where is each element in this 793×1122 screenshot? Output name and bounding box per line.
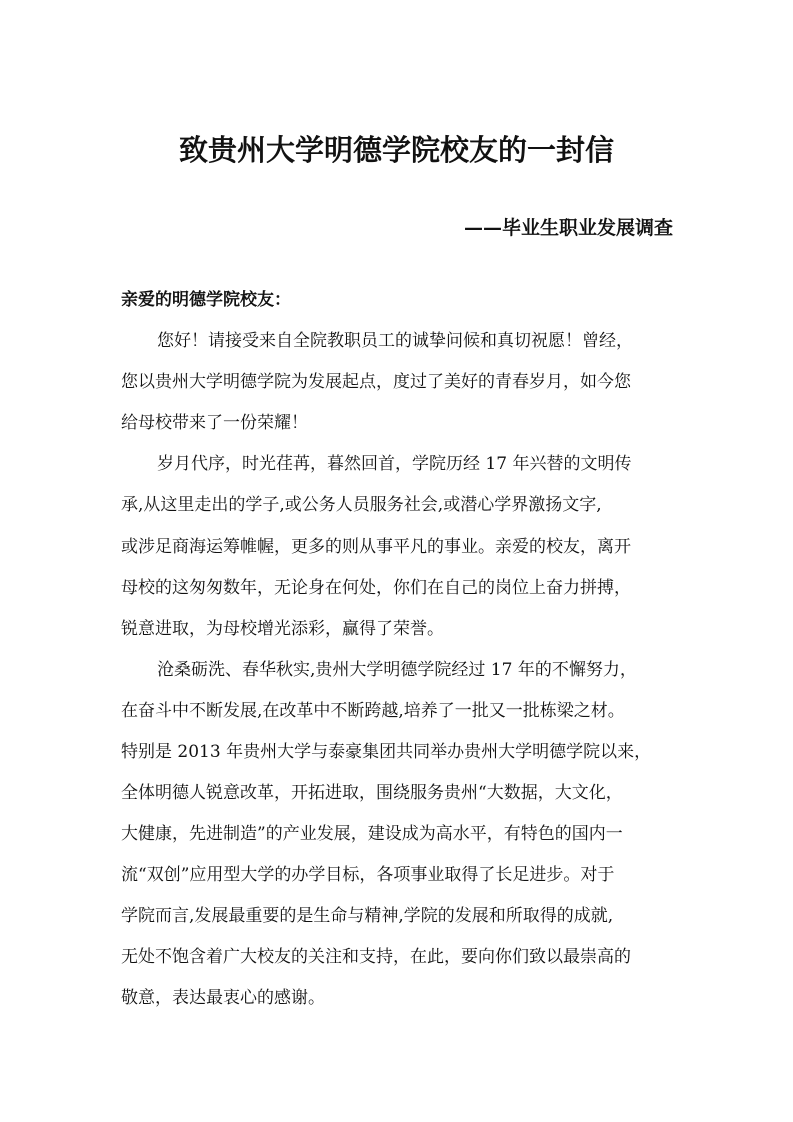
paragraph-line: 您以贵州大学明德学院为发展起点，度过了美好的青春岁月，如今您 — [121, 372, 631, 392]
paragraph-line: 特别是 2013 年贵州大学与泰豪集团共同举办贵州大学明德学院以来， — [121, 742, 652, 762]
paragraph-line: 在奋斗中不断发展,在改革中不断跨越,培养了一批又一批栋梁之材。 — [121, 701, 625, 721]
page-title: 致贵州大学明德学院校友的一封信 — [178, 133, 614, 167]
salutation: 亲爱的明德学院校友： — [121, 290, 291, 310]
paragraph-line: 承,从这里走出的学子,或公务人员服务社会,或潜心学界激扬文字, — [121, 495, 602, 515]
paragraph-line: 流“双创”应用型大学的办学目标，各项事业取得了长足进步。对于 — [121, 865, 615, 885]
paragraph-line: 沧桑砺洗、春华秋实,贵州大学明德学院经过 17 年的不懈努力， — [157, 660, 637, 680]
paragraph-line: 给母校带来了一份荣耀！ — [121, 413, 308, 433]
paragraph-line: 学院而言,发展最重要的是生命与精神,学院的发展和所取得的成就, — [121, 906, 614, 926]
page-subtitle: ——毕业生职业发展调查 — [463, 217, 673, 239]
paragraph-line: 您好！请接受来自全院教职员工的诚挚问候和真切祝愿！曾经， — [157, 331, 633, 351]
paragraph-line: 大健康，先进制造”的产业发展，建设成为高水平，有特色的国内一 — [121, 824, 623, 844]
paragraph-line: 或涉足商海运筹帷幄，更多的则从事平凡的事业。亲爱的校友，离开 — [121, 537, 631, 557]
paragraph-line: 母校的这匆匆数年，无论身在何处，你们在自己的岗位上奋力拼搏， — [121, 578, 631, 598]
paragraph-line: 敬意，表达最衷心的感谢。 — [121, 988, 325, 1008]
paragraph-line: 无处不饱含着广大校友的关注和支持，在此，要向你们致以最崇高的 — [121, 947, 631, 967]
paragraph-line: 锐意进取，为母校增光添彩，赢得了荣誉。 — [121, 619, 444, 639]
paragraph-line: 岁月代序，时光荏苒，暮然回首，学院历经 17 年兴替的文明传 — [157, 454, 632, 474]
paragraph-line: 全体明德人锐意改革，开拓进取，围绕服务贵州“大数据，大文化， — [121, 783, 623, 803]
